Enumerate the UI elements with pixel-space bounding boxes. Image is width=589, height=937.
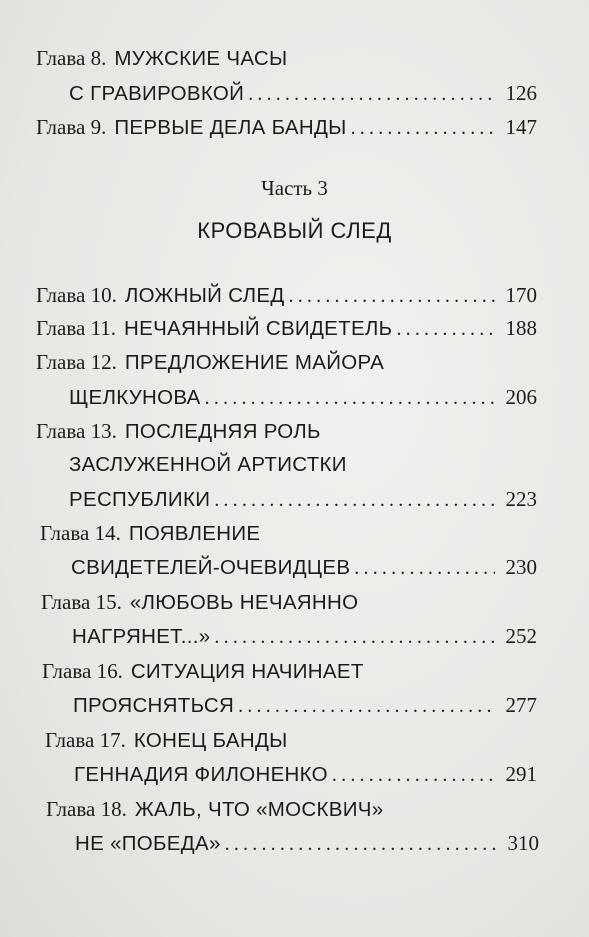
chapter-title-line: КОНЕЦ БАНДЫ	[133, 729, 288, 752]
page-number: 223	[505, 487, 537, 511]
chapter-title-line: ПЕРВЫЕ ДЕЛА БАНДЫ	[114, 116, 347, 139]
chapter-title-line: ГЕННАДИЯ ФИЛОНЕНКО	[74, 763, 328, 786]
chapter-prefix: Глава 8.	[36, 46, 107, 70]
page-number: 291	[505, 762, 537, 786]
chapter-title-line: МУЖСКИЕ ЧАСЫ	[114, 47, 288, 70]
dot-leader	[248, 77, 495, 111]
dot-leader	[351, 111, 495, 145]
chapter-prefix: Глава 13.	[36, 419, 117, 443]
chapter-prefix: Глава 11.	[36, 316, 117, 340]
dot-leader	[238, 689, 495, 723]
toc-entry-line	[46, 792, 549, 826]
page-number: 147	[505, 115, 537, 139]
toc-entry-line-last	[69, 482, 537, 516]
chapter-prefix: Глава 16.	[42, 659, 123, 683]
toc-entry-line	[45, 723, 549, 757]
chapter-title-line: ЖАЛЬ, ЧТО «МОСКВИЧ»	[134, 798, 384, 821]
chapter-title-line: ЩЕЛКУНОВА	[69, 386, 201, 409]
chapter-title-line: НЕЧАЯННЫЙ СВИДЕТЕЛЬ	[124, 317, 393, 340]
dot-leader	[225, 827, 497, 861]
page-number: 310	[507, 831, 539, 855]
part-label: Часть 3	[261, 176, 328, 200]
chapter-title-line: ПОСЛЕДНЯЯ РОЛЬ	[124, 420, 321, 443]
chapter-title-line: ПРЕДЛОЖЕНИЕ МАЙОРА	[124, 351, 385, 374]
chapter-title-line: ЗАСЛУЖЕННОЙ АРТИСТКИ	[69, 453, 347, 476]
dot-leader	[354, 551, 495, 585]
chapter-prefix: Глава 9.	[36, 115, 107, 139]
dot-leader	[214, 620, 495, 654]
chapter-title-line: НЕ «ПОБЕДА»	[75, 832, 221, 855]
chapter-title-line: СИТУАЦИЯ НАЧИНАЕТ	[130, 660, 364, 683]
toc-entry-line-last	[74, 757, 537, 791]
chapter-prefix: Глава 15.	[41, 590, 122, 614]
toc-entry-line-last	[36, 110, 537, 144]
chapter-prefix: Глава 14.	[40, 521, 121, 545]
chapter-prefix: Глава 10.	[36, 283, 117, 307]
chapter-title-line: НАГРЯНЕТ...»	[72, 625, 211, 648]
chapter-title-line: РЕСПУБЛИКИ	[69, 488, 211, 511]
chapter-prefix: Глава 17.	[45, 728, 126, 752]
chapter-title-line: ПРОЯСНЯТЬСЯ	[73, 694, 235, 717]
page-number: 188	[505, 316, 537, 340]
toc-entry-line-last	[69, 380, 537, 414]
toc-entry-line	[40, 516, 549, 550]
page-number: 252	[505, 624, 537, 648]
chapter-title-line: ПОЯВЛЕНИЕ	[128, 522, 261, 545]
page-number: 230	[505, 555, 537, 579]
chapter-title-line: ЛОЖНЫЙ СЛЕД	[124, 284, 285, 307]
toc-entry-line-last	[69, 76, 537, 110]
toc-entry-line-last	[72, 619, 537, 653]
chapter-title-line: СВИДЕТЕЛЕЙ-ОЧЕВИДЦЕВ	[71, 556, 351, 579]
page-number: 170	[505, 283, 537, 307]
chapter-title-line: «ЛЮБОВЬ НЕЧАЯННО	[129, 591, 359, 614]
page-number: 277	[505, 693, 537, 717]
toc-entry-line-last	[71, 550, 537, 584]
toc-entry-line	[41, 585, 549, 619]
dot-leader	[214, 483, 495, 517]
toc-entry-line-last	[36, 278, 537, 312]
chapter-prefix: Глава 12.	[36, 350, 117, 374]
toc-entry-line	[36, 41, 549, 75]
part-title: КРОВАВЫЙ СЛЕД	[197, 218, 392, 243]
page-number: 206	[505, 385, 537, 409]
toc-entry-line-last	[73, 688, 537, 722]
toc-entry-line	[42, 654, 549, 688]
chapter-prefix: Глава 18.	[46, 797, 127, 821]
toc-entry-line-last	[36, 311, 537, 345]
toc-entry-line	[69, 448, 549, 482]
toc-entry-line-last	[75, 826, 539, 860]
toc-entry-line	[36, 414, 549, 448]
page-number: 126	[505, 81, 537, 105]
dot-leader	[289, 279, 495, 313]
dot-leader	[396, 312, 495, 346]
dot-leader	[205, 381, 495, 415]
dot-leader	[332, 758, 495, 792]
toc-entry-line	[36, 345, 549, 379]
chapter-title-line: С ГРАВИРОВКОЙ	[69, 82, 245, 105]
